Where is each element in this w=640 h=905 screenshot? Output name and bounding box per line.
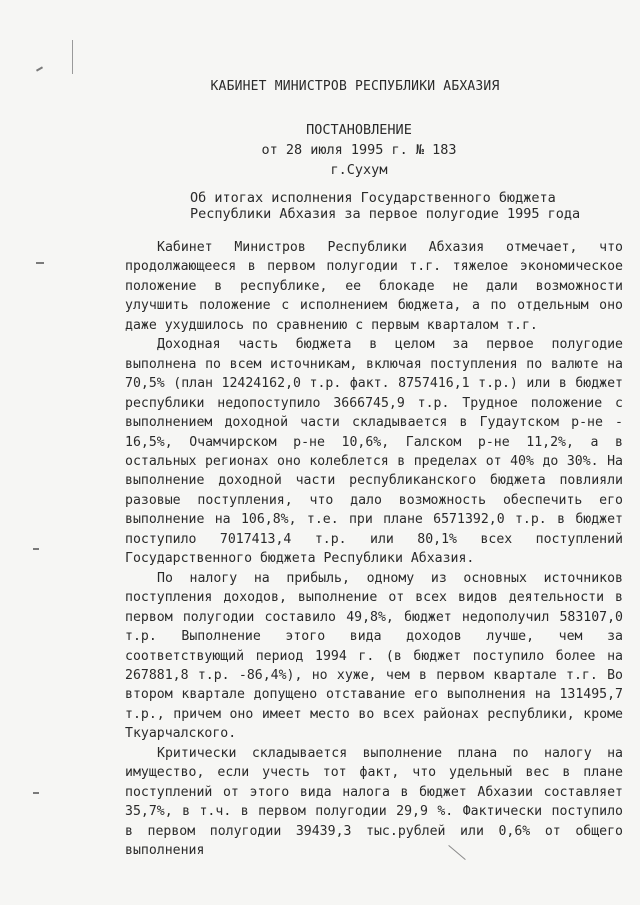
punch-hole-mark <box>33 792 39 794</box>
organization-title: КАБИНЕТ МИНИСТРОВ РЕСПУБЛИКИ АБХАЗИЯ <box>210 79 500 94</box>
margin-line-mark <box>72 40 73 74</box>
document-body <box>125 238 623 861</box>
document-subject <box>190 190 610 222</box>
body-paragraph: По налогу на прибыль, одному из основных источников поступления доходов, выполнение от всех видов деятельности в первом полугодии составило 49,8%, бюджет недополучил 583107,0 т.р. Выполнение этого вида доходов лучше, чем за соответствующий период 1994 г. (в бюджет поступило более на 267881,8 т.р. -86,4%), но хуже, чем в первом квартале т.г. Во втором квартале допущено отставание его выполнения на 131495,7 т.р., причем оно имеет место во всех районах республики, кроме Ткуарчалского. <box>125 570 623 742</box>
subject-line: Республики Абхазия за первое полугодие 1995 года <box>190 206 581 222</box>
punch-hole-mark <box>36 262 44 264</box>
document-date-number: от 28 июля 1995 г. № 183 <box>261 142 457 158</box>
body-paragraph: Доходная часть бюджета в целом за первое полугодие выполнена по всем источникам, включая поступления по валюте на 70,5% (план 12424162,0 т.р. факт. 8757416,1 т.р.) или в бюджет республики недопоступило 3666745,9 т.р. Трудное положение с выполнением доходной части складывается в Гудаутском р-не - 16,5%, Очамчирском р-не 10,6%, Галском р-не 11,2%, а в остальных регионах оно колеблется в пределах от 40% до 30%. На выполнение доходной части республиканского бюджета повлияли разовые поступления, что дало возможность обеспечить его выполнение на 106,8%, т.е. при плане 6571392,0 т.р. в бюджет поступило 7017413,4 т.р. или 80,1% всех поступлений Государственного бюджета Республики Абхазия. <box>125 337 623 567</box>
document-city: г.Сухум <box>330 162 388 178</box>
body-paragraph: Критически складывается выполнение плана по налогу на имущество, если учесть тот факт, что удельный вес в плане поступлений от этого вида налога в бюджет Абхазии составляет 35,7%, в т.ч. в первом полугодии 29,9 %. Фактически поступило в первом полугодии 39439,3 тыс.рублей или 0,6% от общего выполнения <box>125 745 623 859</box>
document-type: ПОСТАНОВЛЕНИЕ <box>306 122 412 138</box>
body-paragraph: Кабинет Министров Республики Абхазия отмечает, что продолжающееся в первом полугодии т.г. тяжелое экономическое положение в республике, ее блокаде не дали возможности улучшить положение с исполнением бюджета, а по отдельным оно даже ухудшилось по сравнению с первым кварталом т.г. <box>125 240 623 333</box>
punch-hole-mark <box>36 66 43 71</box>
punch-hole-mark <box>33 548 39 550</box>
subject-line: Об итогах исполнения Государственного бюджета <box>190 190 556 206</box>
